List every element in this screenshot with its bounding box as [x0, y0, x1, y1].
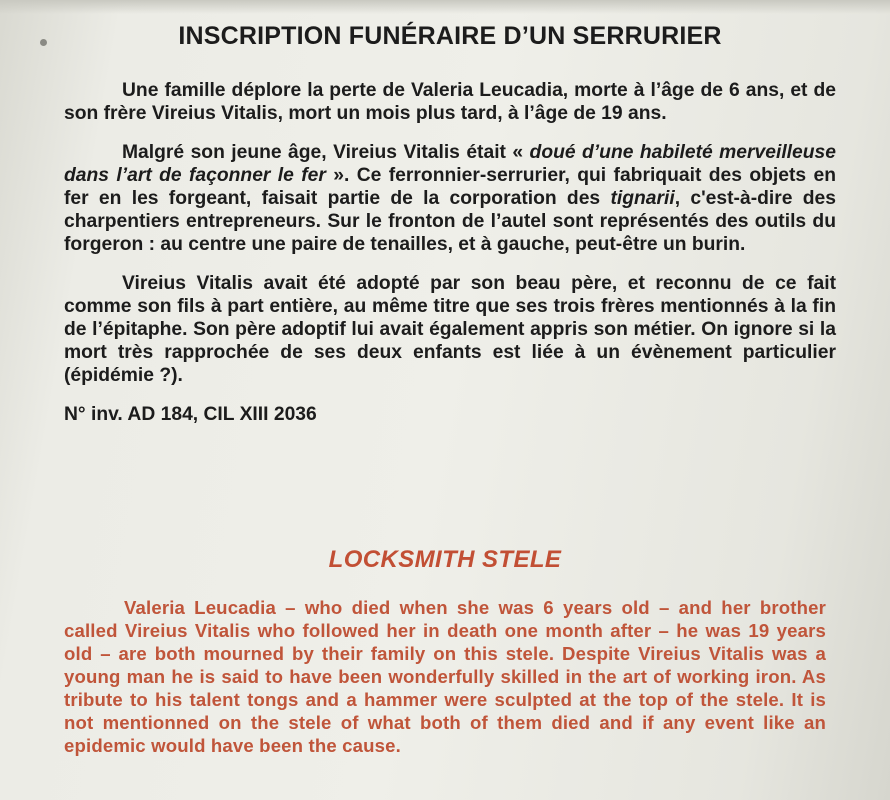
french-section: [64, 22, 836, 442]
french-paragraph-1: Une famille déplore la perte de Valeria Leucadia, morte à l’âge de 6 ans, et de son frère Vireius Vitalis, mort un mois plus tard, à l’âge de 19 ans.: [64, 80, 836, 124]
top-shadow: [0, 0, 890, 14]
french-paragraph-2: [64, 141, 836, 256]
french-paragraph-2-part-b: ». Ce ferronnier-serrurier, qui fabriquait des objets en fer en les forgeant, faisait partie de la corporation des: [64, 165, 836, 209]
inventory-number: N° inv. AD 184, CIL XIII 2036: [64, 404, 317, 425]
french-paragraph-2-part-a: Malgré son jeune âge, Vireius Vitalis était «: [122, 142, 530, 163]
french-quote: doué d’une habileté merveilleuse dans l’art de façonner le fer: [64, 142, 836, 186]
english-section: [64, 546, 826, 757]
french-paragraph-2-part-c: , c'est-à-dire des charpentiers entrepreneurs. Sur le fronton de l’autel sont représentés des outils du forgeron : au centre une paire de tenailles, et à gauche, peut-être un burin.: [64, 188, 836, 255]
french-title: INSCRIPTION FUNÉRAIRE D’UN SERRURIER: [178, 22, 722, 50]
french-paragraph-3: Vireius Vitalis avait été adopté par son beau père, et reconnu de ce fait comme son fils à part entière, au même titre que ses trois frères mentionnés à la fin de l’épitaphe. Son père adoptif lui avait également appris son métier. On ignore si la mort très rapprochée de ses deux enfants est liée à un évènement particulier (épidémie ?).: [64, 273, 836, 386]
english-paragraph: Valeria Leucadia – who died when she was 6 years old – and her brother called Vireius Vitalis who followed her in death one month after – he was 19 years old – are both mourned by their family on this stele. Despite Vireius Vitalis was a young man he is said to have been wonderfully skilled in the art of working iron. As tribute to his talent tongs and a hammer were sculpted at the top of the stele. It is not mentionned on the stele of what both of them died and if any event like an epidemic would have been the cause.: [64, 597, 826, 756]
pin-dot: [40, 39, 47, 46]
french-term-tignarii: tignarii: [610, 188, 675, 209]
english-title: LOCKSMITH STELE: [328, 546, 562, 573]
